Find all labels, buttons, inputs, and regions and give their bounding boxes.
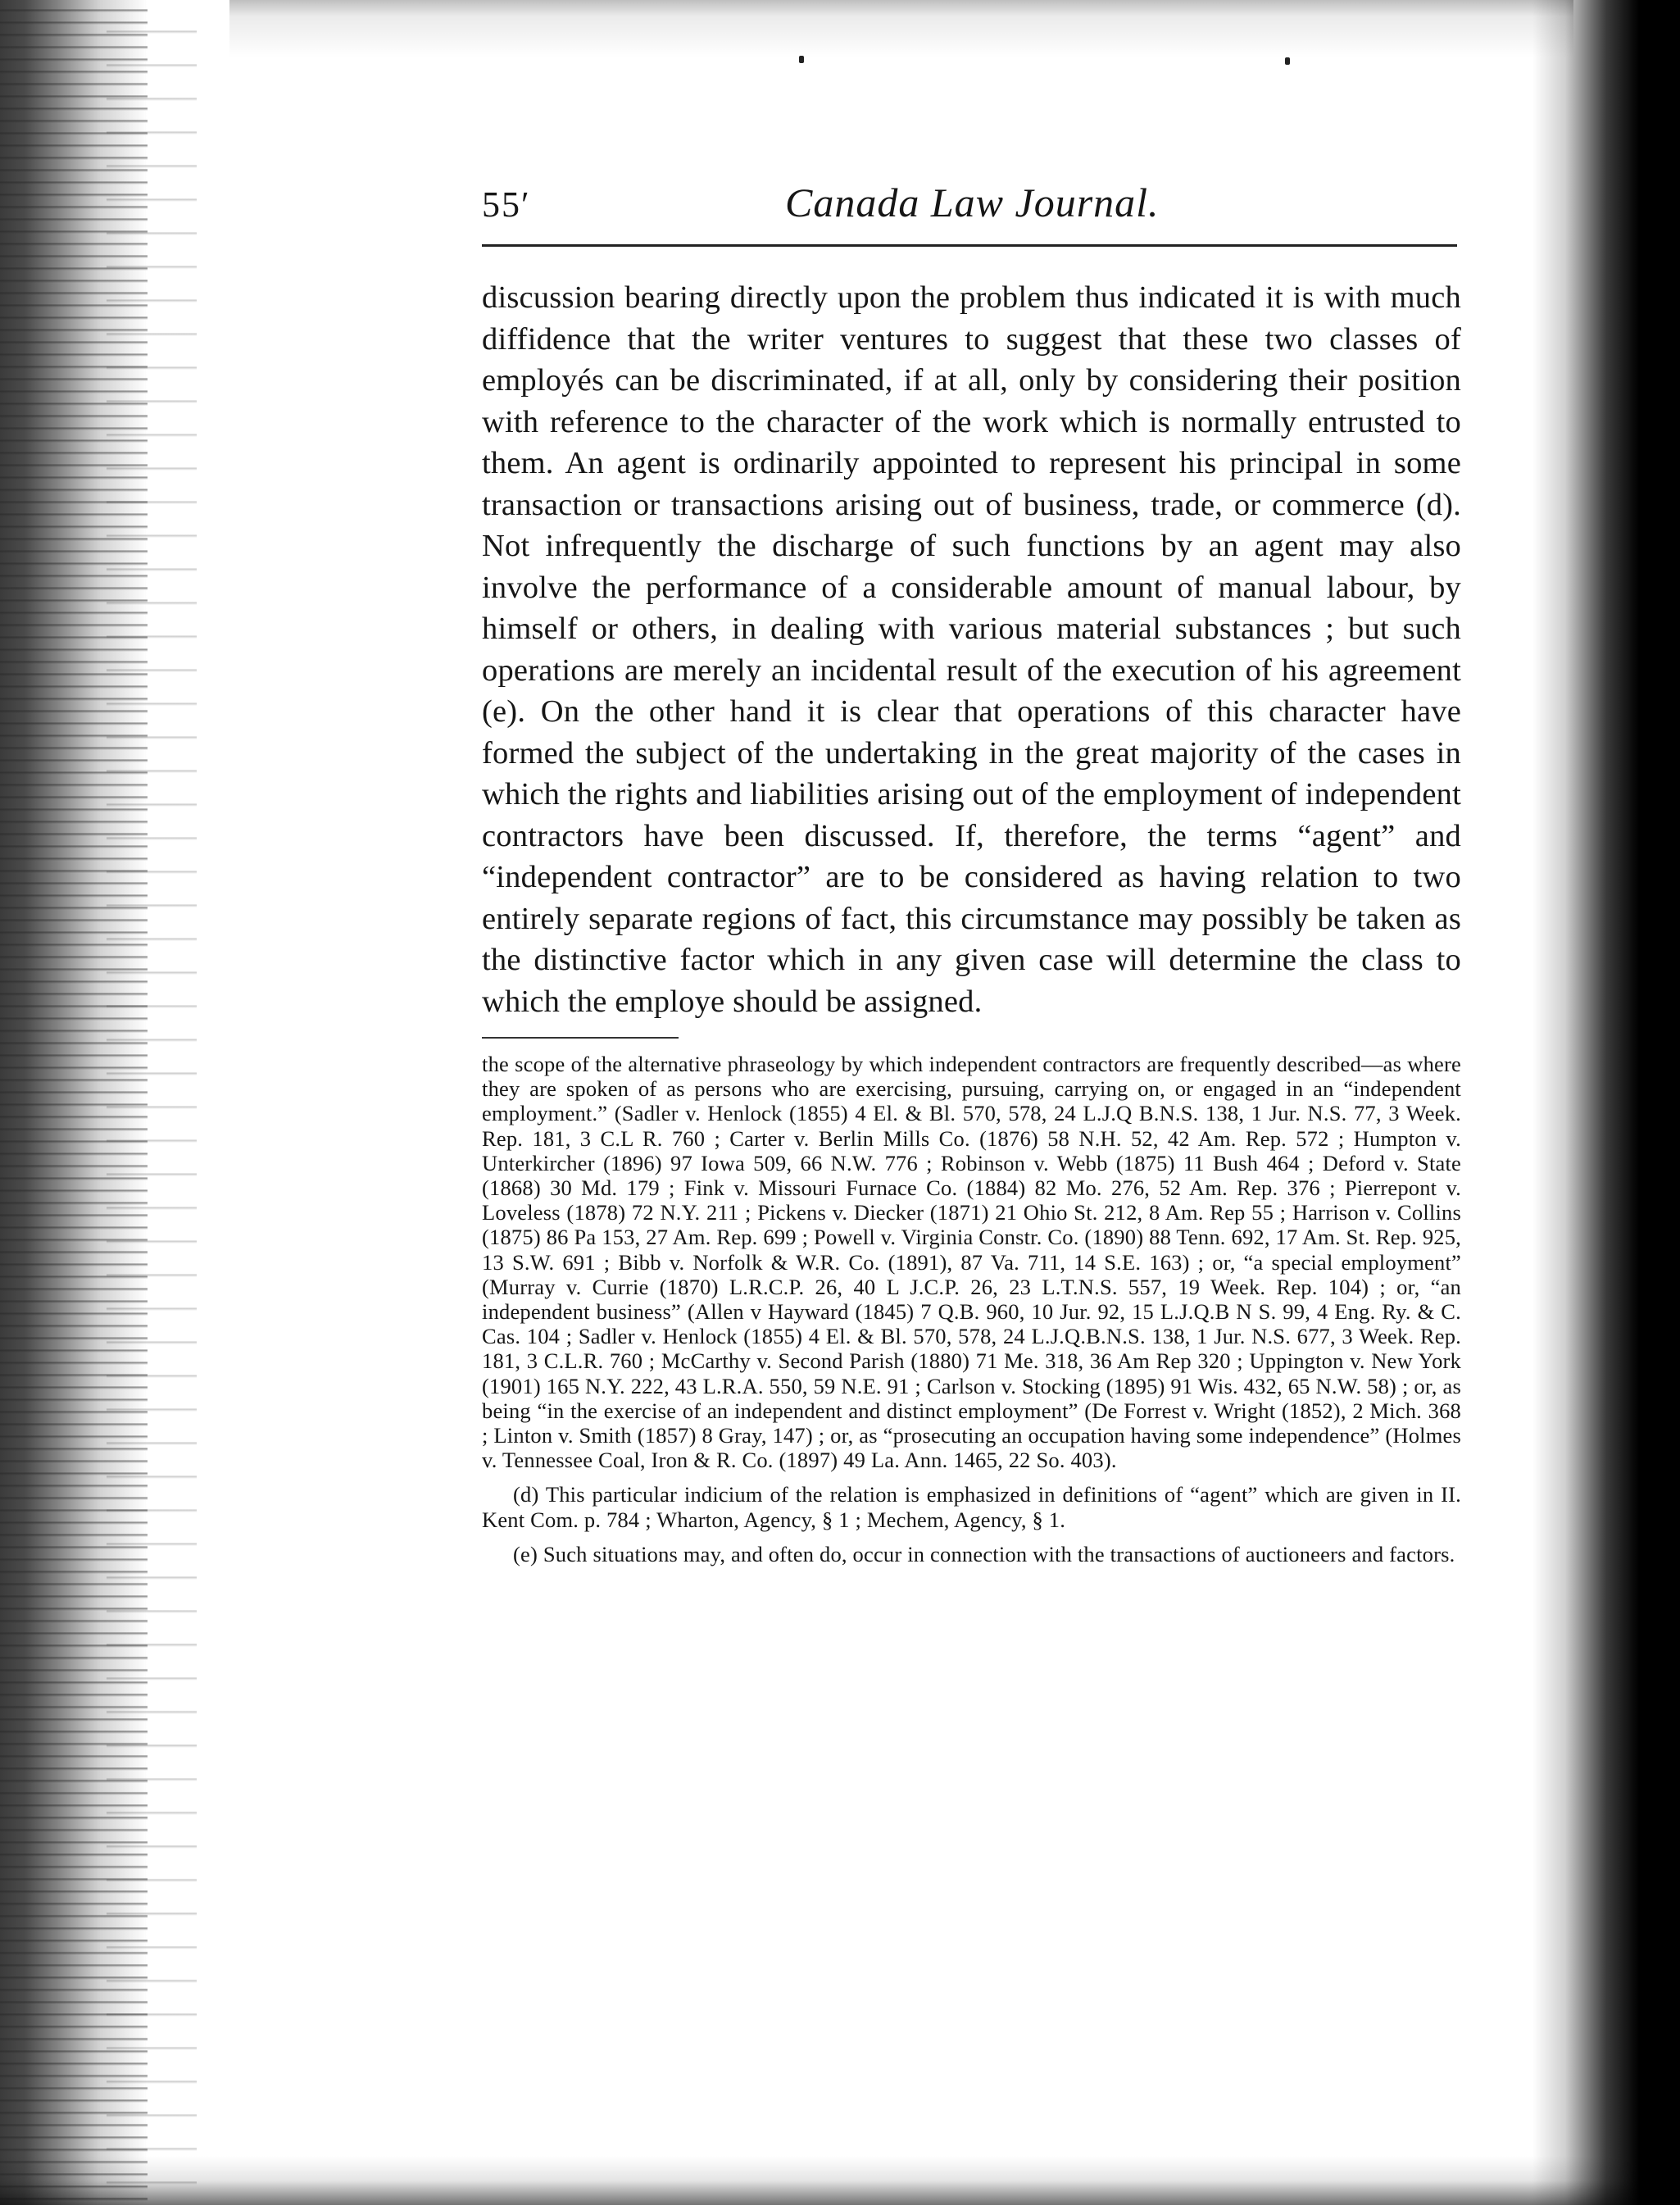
running-head: [482, 179, 1461, 228]
footnote-rule: [482, 1037, 679, 1039]
journal-title: Canada Law Journal.: [785, 180, 1160, 225]
page-number: 55′: [482, 184, 531, 225]
scan-bottom-edge: [0, 2156, 1680, 2205]
body-text: [482, 277, 1461, 1022]
header-rule: [482, 244, 1457, 247]
scan-speck: [1285, 57, 1290, 65]
scan-right-edge: [1532, 0, 1680, 2205]
footnote-d: (d) This particular indicium of the relation is emphasized in definitions of “agent” which are given in II. Kent Com. p. 784 ; Wharton, Agency, § 1 ; Mechem, Agency, § 1.: [482, 1482, 1461, 1532]
scan-top-edge: [229, 0, 1573, 57]
scan-speck: [799, 56, 804, 63]
scan-left-speckle: [107, 0, 197, 2205]
body-paragraph: discussion bearing directly upon the problem thus indicated it is with much diffidence that the writer ventures to suggest that these two classes of employés can be discriminated, if at all, only by considering their position with reference to the character of the work which is normally entrusted to them. An agent is ordinarily appointed to represent his principal in some transaction or transactions arising out of business, trade, or commerce (d). Not infrequently the discharge of such functions by an agent may also involve the performance of a considerable amount of manual labour, by himself or others, in dealing with various material substances ; but such operations are merely an incidental result of the execution of his agreement (e). On the other hand it is clear that operations of this character have formed the subject of the undertaking in the great majority of the cases in which the rights and liabilities arising out of the employment of independent contractors have been discussed. If, therefore, the terms “agent” and “independent contractor” are to be considered as having relation to two entirely separate regions of fact, this circumstance may possibly be taken as the distinctive factor which in any given case will determine the class to which the employe should be assigned.: [482, 280, 1461, 1019]
document-page: [482, 179, 1461, 1576]
footnote-e: (e) Such situations may, and often do, occur in connection with the transactions of auctioneers and factors.: [513, 1541, 1455, 1566]
footnotes: [482, 1052, 1461, 1566]
footnote-continued: the scope of the alternative phraseology by which independent contractors are frequently described—as where they are spoken of as persons who are exercising, pursuing, carrying on, or engaged in an “independent employment.” (Sadler v. Henlock (1855) 4 El. & Bl. 570, 578, 24 L.J.Q B.N.S. 138, 1 Jur. N.S. 77, 3 Week. Rep. 181, 3 C.L R. 760 ; Carter v. Berlin Mills Co. (1876) 58 N.H. 52, 42 Am. Rep. 572 ; Humpton v. Unterkircher (1896) 97 Iowa 509, 66 N.W. 776 ; Robinson v. Webb (1875) 11 Bush 464 ; Deford v. State (1868) 30 Md. 179 ; Fink v. Missouri Furnace Co. (1884) 82 Mo. 276, 52 Am. Rep. 376 ; Pierrepont v. Loveless (1878) 72 N.Y. 211 ; Pickens v. Diecker (1871) 21 Ohio St. 212, 8 Am. Rep 55 ; Harrison v. Collins (1875) 86 Pa 153, 27 Am. Rep. 699 ; Powell v. Virginia Constr. Co. (1890) 88 Tenn. 692, 17 Am. St. Rep. 925, 13 S.W. 691 ; Bibb v. Norfolk & W.R. Co. (1891), 87 Va. 711, 14 S.E. 163) ; or, “a special employment” (Murray v. Currie (1870) L.R.C.P. 26, 40 L J.C.P. 26, 23 L.T.N.S. 557, 19 Week. Rep. 104) ; or, “an independent business” (Allen v Hayward (1845) 7 Q.B. 960, 10 Jur. 92, 15 L.J.Q.B N S. 99, 4 Eng. Ry. & C. Cas. 104 ; Sadler v. Henlock (1855) 4 El. & Bl. 570, 578, 24 L.J.Q.B.N.S. 138, 1 Jur. N.S. 677, 3 Week. Rep. 181, 3 C.L.R. 760 ; McCarthy v. Second Parish (1880) 71 Me. 318, 36 Am Rep 320 ; Uppington v. New York (1901) 165 N.Y. 222, 43 L.R.A. 550, 59 N.E. 91 ; Carlson v. Stocking (1895) 91 Wis. 432, 65 N.W. 58) ; or, as being “in the exercise of an independent and distinct employment” (De Forrest v. Wright (1852), 2 Mich. 368 ; Linton v. Smith (1857) 8 Gray, 147) ; or, as “prosecuting an occupation having some independence” (Holmes v. Tennessee Coal, Iron & R. Co. (1897) 49 La. Ann. 1465, 22 So. 403).: [482, 1052, 1461, 1473]
